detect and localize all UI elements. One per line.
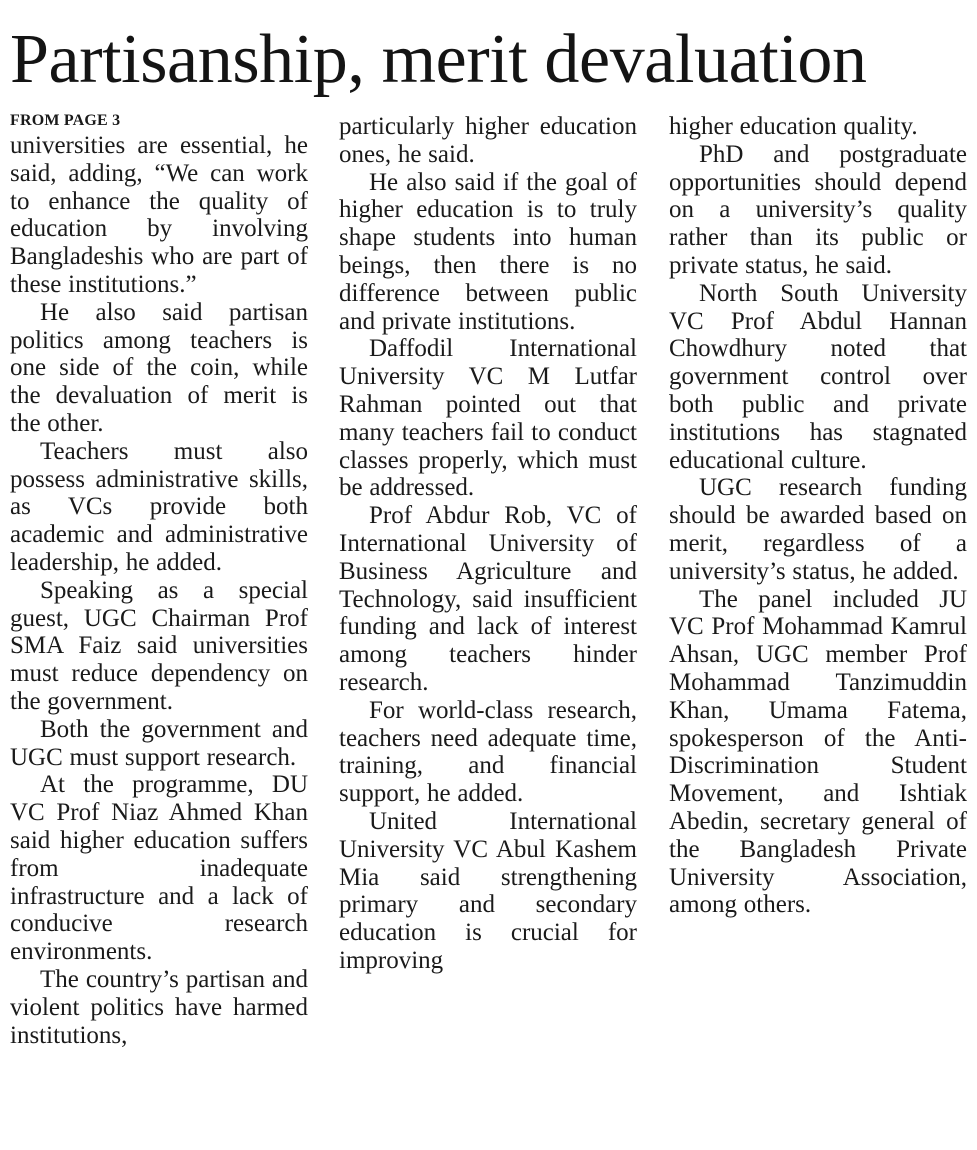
continuation-kicker: FROM PAGE 3 [10,112,121,129]
headline: Partisanship, merit devaluation [10,21,867,98]
paragraph: He also said partisan politics among teachers is one side of the coin, while the devaluation of merit is the other. [10,298,308,437]
article-column-1 [10,110,308,1049]
paragraph: United International University VC Abul Kashem Mia said strengthening primary and secondary education is crucial for improving [339,807,637,974]
paragraph: PhD and postgraduate opportunities should depend on a university’s quality rather than its public or private status, he said. [669,140,967,279]
paragraph: At the programme, DU VC Prof Niaz Ahmed Khan said higher education suffers from inadequate infrastructure and a lack of conducive research environments. [10,771,308,966]
paragraph: higher education quality. [669,113,918,140]
article-column-2 [339,110,637,975]
paragraph: Teachers must also possess administrative skills, as VCs provide both academic and administrative leadership, he added. [10,437,308,576]
paragraph: The panel included JU VC Prof Mohammad Kamrul Ahsan, UGC member Prof Mohammad Tanzimuddin Khan, Umama Fatema, spokesperson of the Anti-Discrimination Student Movement, and Ishtiak Abedin, secretary general of the Bangladesh Private University Association, among others. [669,585,967,919]
paragraph: For world-class research, teachers need adequate time, training, and financial support, he added. [339,696,637,808]
paragraph: Daffodil International University VC M Lutfar Rahman pointed out that many teachers fail to conduct classes properly, which must be addressed. [339,335,637,502]
paragraph: universities are essential, he said, adding, “We can work to enhance the quality of education by involving Bangladeshis who are part of these institutions.” [10,132,308,298]
paragraph: Prof Abdur Rob, VC of International University of Business Agriculture and Technology, said insufficient funding and lack of interest among teachers hinder research. [339,502,637,696]
paragraph: UGC research funding should be awarded based on merit, regardless of a university’s status, he added. [669,474,967,585]
paragraph: Both the government and UGC must support research. [10,715,308,771]
paragraph: North South University VC Prof Abdul Hannan Chowdhury noted that government control over both public and private institutions has stagnated educational culture. [669,279,967,474]
paragraph: The country’s partisan and violent politics have harmed institutions, [10,965,308,1049]
article-column-3 [669,110,967,919]
paragraph: Speaking as a special guest, UGC Chairman Prof SMA Faiz said universities must reduce dependency on the government. [10,576,308,715]
paragraph: particularly higher education ones, he said. [339,113,637,168]
paragraph: He also said if the goal of higher education is to truly shape students into human beings, then there is no difference between public and private institutions. [339,168,637,335]
